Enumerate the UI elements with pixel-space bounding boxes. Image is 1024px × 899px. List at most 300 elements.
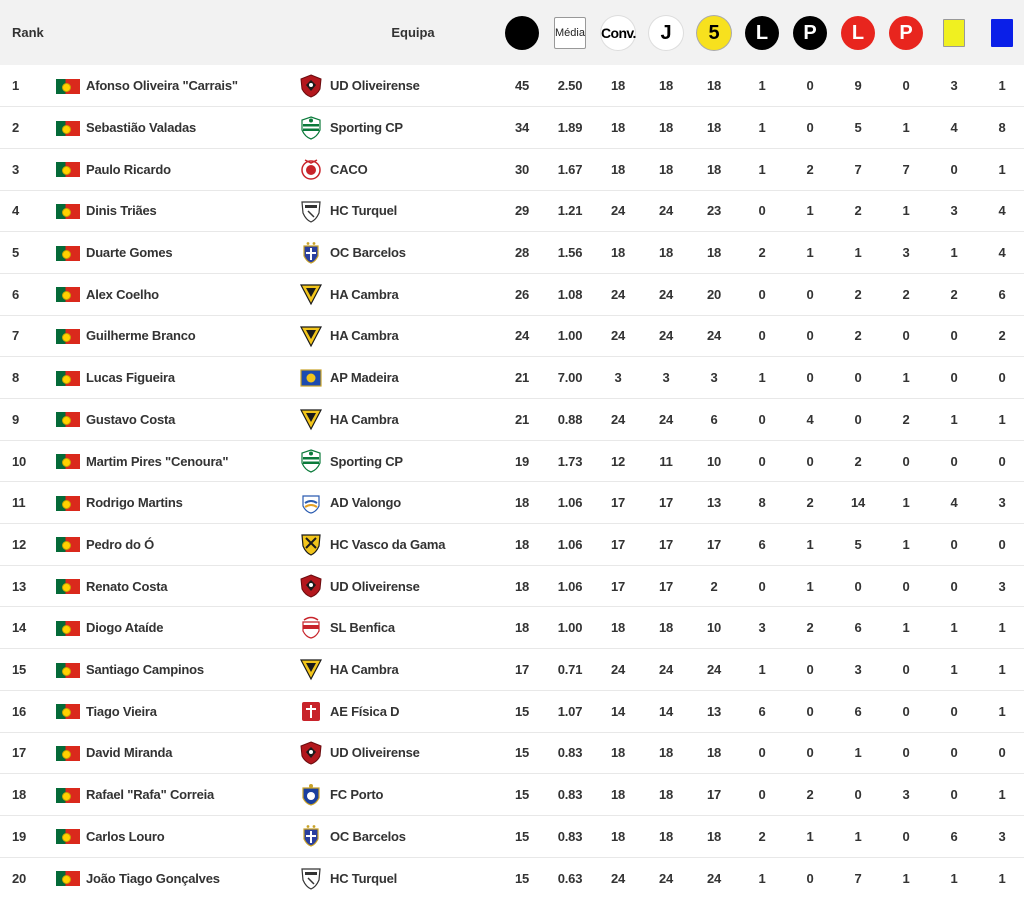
free-kick-missed-cell: 0 [834, 399, 882, 441]
penalty-missed-cell: 1 [882, 357, 930, 399]
table-row[interactable] [0, 732, 1024, 774]
average-cell: 1.06 [546, 524, 594, 566]
penalty-scored-cell: 1 [786, 524, 834, 566]
blue-cards-cell: 3 [978, 565, 1024, 607]
penalty-missed-cell: 0 [882, 815, 930, 857]
blue-cards-cell: 6 [978, 273, 1024, 315]
penalty-missed-cell: 0 [882, 649, 930, 691]
average-cell: 2.50 [557, 78, 583, 94]
barcelos-crest-icon[interactable] [300, 241, 322, 265]
starter-cell: 6 [690, 399, 738, 441]
games-cell: 17 [642, 482, 690, 524]
team-name[interactable]: HA Cambra [328, 399, 498, 441]
free-kick-missed-cell: 3 [834, 649, 882, 691]
table-row[interactable] [0, 482, 1024, 524]
team-name[interactable]: HC Vasco da Gama [328, 524, 498, 566]
goals-cell: 15 [498, 857, 546, 899]
team-name[interactable]: OC Barcelos [328, 232, 498, 274]
table-row[interactable] [0, 107, 1024, 149]
player-name[interactable]: Alex Coelho [84, 273, 294, 315]
average-cell: 1.08 [546, 273, 594, 315]
rank-cell: 5 [0, 232, 42, 274]
called-up-cell: 18 [594, 732, 642, 774]
penalty-missed-cell: 1 [882, 190, 930, 232]
free-kick-missed-cell: 1 [834, 815, 882, 857]
penalty-missed-cell: 1 [882, 857, 930, 899]
table-row[interactable] [0, 315, 1024, 357]
free-kick-missed-cell: 5 [834, 107, 882, 149]
starter-cell: 3 [690, 357, 738, 399]
average-cell: 0.71 [546, 649, 594, 691]
table-row[interactable] [0, 273, 1024, 315]
penalty-scored-cell: 0 [786, 690, 834, 732]
blue-cards-cell: 1 [978, 857, 1024, 899]
cambra-crest-icon[interactable] [300, 407, 322, 431]
average-cell: 0.88 [546, 399, 594, 441]
table-row[interactable] [0, 65, 1024, 107]
penalty-scored-cell: 1 [786, 815, 834, 857]
free-kick-scored-cell: 6 [738, 690, 786, 732]
player-name[interactable]: Paulo Ricardo [84, 148, 294, 190]
portugal-flag-icon [56, 162, 80, 177]
table-row[interactable] [0, 232, 1024, 274]
blue-cards-cell: 4 [978, 232, 1024, 274]
yellow-cards-cell: 1 [930, 399, 978, 441]
goals-cell: 15 [498, 690, 546, 732]
player-name[interactable]: Santiago Campinos [84, 649, 294, 691]
free-kick-scored-icon[interactable]: L [745, 16, 779, 50]
yellow-cards-cell: 4 [930, 482, 978, 524]
goals-cell: 15 [498, 774, 546, 816]
penalty-scored-icon[interactable]: P [793, 16, 827, 50]
team-name[interactable]: CACO [328, 148, 498, 190]
penalty-scored-cell: 0 [786, 649, 834, 691]
table-row[interactable] [0, 440, 1024, 482]
penalty-missed-cell: 0 [902, 78, 910, 94]
free-kick-missed-cell: 6 [834, 690, 882, 732]
penalty-scored-cell: 4 [786, 399, 834, 441]
average-cell: 0.63 [546, 857, 594, 899]
player-name[interactable]: Rodrigo Martins [84, 482, 294, 524]
yellow-cards-cell: 0 [930, 524, 978, 566]
team-name[interactable]: AE Física D [328, 690, 498, 732]
starter-cell: 18 [690, 732, 738, 774]
barcelos-crest-icon[interactable] [300, 824, 322, 848]
penalty-missed-cell: 1 [882, 482, 930, 524]
player-name[interactable]: Gustavo Costa [84, 399, 294, 441]
table-header-row [0, 0, 1024, 65]
portugal-flag-icon [56, 788, 80, 803]
table-row[interactable] [0, 148, 1024, 190]
penalty-scored-cell: 0 [806, 78, 814, 94]
games-cell: 18 [642, 607, 690, 649]
games-cell: 18 [642, 774, 690, 816]
penalty-missed-cell: 3 [882, 232, 930, 274]
blue-cards-cell: 0 [978, 440, 1024, 482]
called-up-cell: 24 [594, 649, 642, 691]
games-cell: 24 [642, 190, 690, 232]
team-name[interactable]: UD Oliveirense [328, 565, 498, 607]
valongo-crest-icon[interactable] [300, 491, 322, 515]
free-kick-scored-cell: 6 [738, 524, 786, 566]
team-name[interactable]: SL Benfica [328, 607, 498, 649]
rank-cell: 19 [0, 815, 42, 857]
blue-cards-cell: 1 [978, 148, 1024, 190]
average-icon[interactable]: Média [554, 17, 586, 49]
called-up-cell: 17 [594, 482, 642, 524]
blue-cards-cell: 1 [978, 774, 1024, 816]
free-kick-missed-cell: 0 [834, 774, 882, 816]
fisica-crest-icon[interactable] [300, 699, 322, 723]
oliveirense-crest-icon[interactable] [300, 574, 322, 598]
rank-cell: 4 [0, 190, 42, 232]
table-row[interactable] [0, 565, 1024, 607]
table-row[interactable] [0, 774, 1024, 816]
called-up-cell: 18 [594, 774, 642, 816]
blue-cards-cell: 1 [978, 399, 1024, 441]
player-name[interactable]: Martim Pires "Cenoura" [84, 440, 294, 482]
yellow-card-icon[interactable] [943, 19, 965, 47]
average-cell: 0.83 [546, 774, 594, 816]
average-cell: 1.07 [546, 690, 594, 732]
team-name[interactable]: Sporting CP [328, 440, 498, 482]
player-name[interactable]: Diogo Ataíde [84, 607, 294, 649]
free-kick-missed-icon[interactable]: L [841, 16, 875, 50]
yellow-cards-cell: 0 [930, 774, 978, 816]
free-kick-missed-cell: 2 [834, 315, 882, 357]
rank-cell: 20 [0, 857, 42, 899]
blue-cards-cell: 8 [978, 107, 1024, 149]
oliveirense-crest-icon[interactable] [300, 741, 322, 765]
blue-cards-cell: 1 [978, 690, 1024, 732]
team-name[interactable]: HA Cambra [328, 315, 498, 357]
games-cell: 17 [642, 565, 690, 607]
penalty-missed-cell: 0 [882, 315, 930, 357]
free-kick-missed-cell: 7 [834, 857, 882, 899]
penalty-scored-cell: 1 [786, 565, 834, 607]
called-up-cell: 24 [594, 190, 642, 232]
penalty-scored-cell: 0 [786, 315, 834, 357]
penalty-scored-cell: 0 [786, 857, 834, 899]
called-up-cell: 18 [610, 78, 626, 94]
penalty-scored-cell: 0 [786, 732, 834, 774]
free-kick-missed-cell: 2 [834, 273, 882, 315]
yellow-cards-cell: 3 [950, 78, 958, 94]
rank-cell: 3 [0, 148, 42, 190]
starter-cell: 13 [690, 482, 738, 524]
team-name[interactable]: FC Porto [328, 774, 498, 816]
header-rank[interactable]: Rank [12, 25, 44, 40]
turquel-crest-icon[interactable] [300, 199, 322, 223]
penalty-scored-cell: 0 [786, 107, 834, 149]
player-name[interactable]: Lucas Figueira [84, 357, 294, 399]
yellow-cards-cell: 1 [930, 607, 978, 649]
average-cell: 1.00 [546, 607, 594, 649]
sporting-crest-icon[interactable] [300, 116, 322, 140]
team-name[interactable]: HA Cambra [328, 273, 498, 315]
games-icon[interactable]: J [649, 16, 683, 50]
goals-cell: 18 [498, 482, 546, 524]
free-kick-scored-cell: 0 [738, 440, 786, 482]
games-cell: 18 [658, 78, 674, 94]
turquel-crest-icon[interactable] [300, 866, 322, 890]
games-cell: 18 [642, 148, 690, 190]
starter-cell: 18 [690, 815, 738, 857]
free-kick-missed-cell: 1 [834, 732, 882, 774]
blue-cards-cell: 1 [998, 78, 1006, 94]
rank-cell: 18 [0, 774, 42, 816]
portugal-flag-icon [56, 663, 80, 678]
called-up-cell: 18 [594, 148, 642, 190]
blue-cards-cell: 0 [978, 732, 1024, 774]
starter-cell: 24 [690, 649, 738, 691]
header-team[interactable]: Equipa [391, 25, 435, 40]
team-name[interactable]: HA Cambra [328, 649, 498, 691]
porto-crest-icon[interactable] [300, 783, 322, 807]
sporting-crest-icon[interactable] [300, 449, 322, 473]
team-name[interactable]: HC Turquel [328, 190, 498, 232]
benfica-crest-icon[interactable] [300, 616, 322, 640]
free-kick-missed-cell: 7 [834, 148, 882, 190]
called-up-icon[interactable]: Conv. [601, 16, 635, 50]
free-kick-scored-cell: 1 [738, 107, 786, 149]
starter-cell: 18 [706, 78, 722, 94]
portugal-flag-icon [56, 621, 80, 636]
blue-cards-cell: 1 [978, 649, 1024, 691]
called-up-cell: 14 [594, 690, 642, 732]
oliveirense-crest-icon[interactable] [300, 74, 322, 98]
average-cell: 0.83 [546, 732, 594, 774]
rank-cell: 8 [0, 357, 42, 399]
table-row[interactable] [0, 399, 1024, 441]
rank-cell: 2 [0, 107, 42, 149]
penalty-missed-cell: 7 [882, 148, 930, 190]
team-name[interactable]: AD Valongo [328, 482, 498, 524]
games-cell: 3 [642, 357, 690, 399]
player-name[interactable]: João Tiago Gonçalves [84, 857, 294, 899]
cambra-crest-icon[interactable] [300, 324, 322, 348]
free-kick-missed-cell: 0 [834, 565, 882, 607]
games-cell: 14 [642, 690, 690, 732]
table-row[interactable] [0, 857, 1024, 899]
goals-cell: 15 [498, 815, 546, 857]
starter-cell: 24 [690, 857, 738, 899]
penalty-missed-cell: 0 [882, 690, 930, 732]
player-name[interactable]: Dinis Triães [84, 190, 294, 232]
goals-cell: 21 [498, 357, 546, 399]
rank-cell: 15 [0, 649, 42, 691]
average-cell: 1.56 [546, 232, 594, 274]
blue-cards-cell: 3 [978, 482, 1024, 524]
games-cell: 24 [642, 857, 690, 899]
starter-cell: 24 [690, 315, 738, 357]
games-cell: 24 [642, 315, 690, 357]
portugal-flag-icon [56, 871, 80, 886]
free-kick-scored-cell: 0 [738, 273, 786, 315]
penalty-scored-cell: 0 [786, 357, 834, 399]
free-kick-scored-cell: 0 [738, 190, 786, 232]
called-up-cell: 24 [594, 399, 642, 441]
penalty-missed-cell: 1 [882, 524, 930, 566]
goals-cell: 29 [498, 190, 546, 232]
starter-cell: 18 [690, 232, 738, 274]
called-up-cell: 18 [594, 815, 642, 857]
games-cell: 17 [642, 524, 690, 566]
team-name[interactable]: UD Oliveirense [328, 732, 498, 774]
portugal-flag-icon [56, 704, 80, 719]
starter-cell: 17 [690, 524, 738, 566]
cambra-crest-icon[interactable] [300, 282, 322, 306]
portugal-flag-icon [56, 412, 80, 427]
table-row[interactable] [0, 190, 1024, 232]
table-row[interactable] [0, 649, 1024, 691]
average-cell: 0.83 [546, 815, 594, 857]
called-up-cell: 17 [594, 524, 642, 566]
penalty-missed-cell: 2 [882, 399, 930, 441]
free-kick-missed-cell: 1 [834, 232, 882, 274]
free-kick-scored-cell: 0 [738, 315, 786, 357]
yellow-cards-cell: 0 [930, 440, 978, 482]
rank-cell: 6 [0, 273, 42, 315]
rank-cell: 14 [0, 607, 42, 649]
rank-cell: 11 [0, 482, 42, 524]
player-name[interactable]: Tiago Vieira [84, 690, 294, 732]
portugal-flag-icon [56, 454, 80, 469]
table-row[interactable] [0, 607, 1024, 649]
player-name[interactable]: Guilherme Branco [84, 315, 294, 357]
rank-cell: 16 [0, 690, 42, 732]
yellow-cards-cell: 0 [930, 565, 978, 607]
table-row[interactable] [0, 524, 1024, 566]
free-kick-scored-cell: 2 [738, 815, 786, 857]
goals-cell: 18 [498, 607, 546, 649]
player-name[interactable]: Sebastião Valadas [84, 107, 294, 149]
penalty-missed-cell: 2 [882, 273, 930, 315]
player-name[interactable]: Afonso Oliveira "Carrais" [86, 78, 238, 94]
portugal-flag-icon [56, 204, 80, 219]
goals-cell: 30 [498, 148, 546, 190]
madeira-crest-icon[interactable] [300, 366, 322, 390]
portugal-flag-icon [56, 371, 80, 386]
penalty-missed-cell: 3 [882, 774, 930, 816]
free-kick-missed-cell: 6 [834, 607, 882, 649]
goals-cell: 28 [498, 232, 546, 274]
portugal-flag-icon [56, 579, 80, 594]
starter-icon[interactable]: 5 [697, 16, 731, 50]
rank-cell: 10 [0, 440, 42, 482]
penalty-missed-icon[interactable]: P [889, 16, 923, 50]
starter-cell: 18 [690, 107, 738, 149]
penalty-scored-cell: 1 [786, 232, 834, 274]
free-kick-scored-cell: 1 [738, 857, 786, 899]
team-name[interactable]: OC Barcelos [328, 815, 498, 857]
games-cell: 24 [642, 649, 690, 691]
average-cell: 1.89 [546, 107, 594, 149]
table-row[interactable] [0, 357, 1024, 399]
free-kick-scored-cell: 1 [758, 78, 766, 94]
free-kick-scored-cell: 1 [738, 148, 786, 190]
free-kick-scored-cell: 1 [738, 649, 786, 691]
games-cell: 24 [642, 273, 690, 315]
free-kick-missed-cell: 5 [834, 524, 882, 566]
player-name[interactable]: Rafael "Rafa" Correia [84, 774, 294, 816]
portugal-flag-icon [56, 329, 80, 344]
portugal-flag-icon [56, 79, 80, 94]
free-kick-scored-cell: 2 [738, 232, 786, 274]
called-up-cell: 18 [594, 107, 642, 149]
blue-cards-cell: 1 [978, 607, 1024, 649]
penalty-scored-cell: 2 [786, 482, 834, 524]
penalty-missed-cell: 0 [882, 440, 930, 482]
portugal-flag-icon [56, 287, 80, 302]
portugal-flag-icon [56, 496, 80, 511]
player-name[interactable]: David Miranda [84, 732, 294, 774]
team-name[interactable]: Sporting CP [328, 107, 498, 149]
penalty-scored-cell: 2 [786, 607, 834, 649]
yellow-cards-cell: 0 [930, 315, 978, 357]
player-name[interactable]: Duarte Gomes [84, 232, 294, 274]
penalty-missed-cell: 0 [882, 732, 930, 774]
player-name[interactable]: Carlos Louro [84, 815, 294, 857]
yellow-cards-cell: 0 [930, 732, 978, 774]
games-cell: 18 [642, 232, 690, 274]
table-row[interactable] [0, 815, 1024, 857]
called-up-cell: 18 [594, 607, 642, 649]
average-cell: 1.73 [546, 440, 594, 482]
goals-icon[interactable] [505, 16, 539, 50]
goals-cell: 18 [498, 565, 546, 607]
rank-cell: 13 [0, 565, 42, 607]
rank-cell: 9 [0, 399, 42, 441]
team-name[interactable]: UD Oliveirense [330, 78, 420, 94]
blue-card-icon[interactable] [991, 19, 1013, 47]
games-cell: 11 [642, 440, 690, 482]
goals-cell: 15 [498, 732, 546, 774]
free-kick-missed-cell: 2 [834, 190, 882, 232]
called-up-cell: 24 [594, 273, 642, 315]
yellow-cards-cell: 1 [930, 857, 978, 899]
free-kick-scored-cell: 0 [738, 399, 786, 441]
goals-cell: 17 [498, 649, 546, 691]
games-cell: 18 [642, 107, 690, 149]
vasco-crest-icon[interactable] [300, 532, 322, 556]
player-name[interactable]: Pedro do Ó [84, 524, 294, 566]
caco-crest-icon[interactable] [300, 157, 322, 181]
starter-cell: 17 [690, 774, 738, 816]
portugal-flag-icon [56, 246, 80, 261]
starter-cell: 10 [690, 440, 738, 482]
called-up-cell: 12 [594, 440, 642, 482]
penalty-scored-cell: 0 [786, 440, 834, 482]
starter-cell: 18 [690, 148, 738, 190]
called-up-cell: 24 [594, 857, 642, 899]
called-up-cell: 3 [594, 357, 642, 399]
yellow-cards-cell: 0 [930, 357, 978, 399]
cambra-crest-icon[interactable] [300, 657, 322, 681]
yellow-cards-cell: 1 [930, 232, 978, 274]
team-name[interactable]: AP Madeira [328, 357, 498, 399]
average-cell: 7.00 [546, 357, 594, 399]
average-cell: 1.67 [546, 148, 594, 190]
yellow-cards-cell: 2 [930, 273, 978, 315]
player-name[interactable]: Renato Costa [84, 565, 294, 607]
average-cell: 1.06 [546, 565, 594, 607]
yellow-cards-cell: 6 [930, 815, 978, 857]
penalty-scored-cell: 2 [786, 774, 834, 816]
team-name[interactable]: HC Turquel [328, 857, 498, 899]
blue-cards-cell: 2 [978, 315, 1024, 357]
table-row[interactable] [0, 690, 1024, 732]
